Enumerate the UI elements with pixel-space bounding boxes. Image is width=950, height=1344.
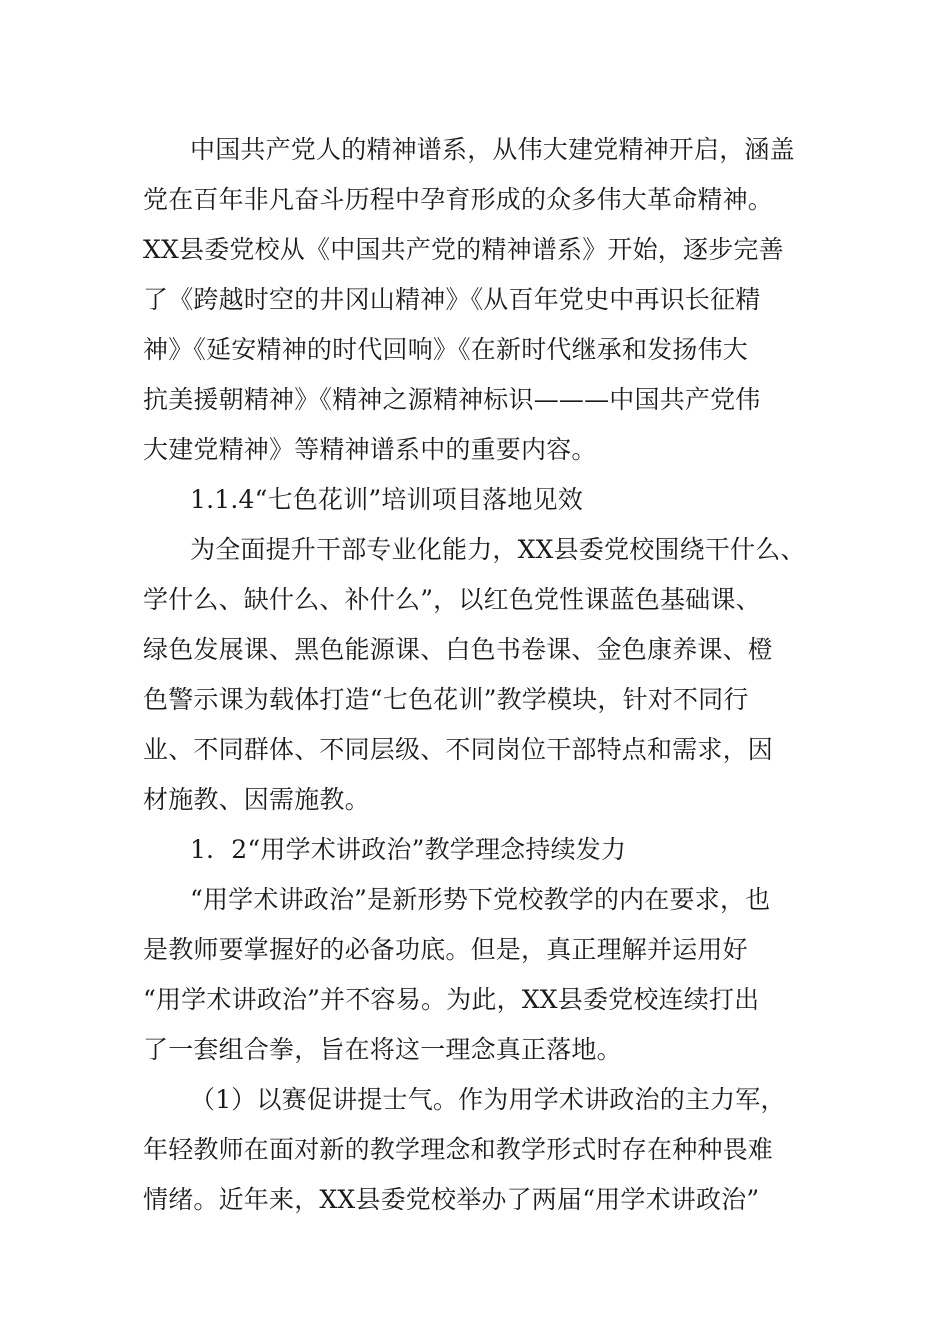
paragraph-line: 材施教、因需施教。	[143, 785, 370, 814]
paragraph-line: 业、不同群体、不同层级、不同岗位干部特点和需求，因	[143, 735, 774, 764]
paragraph-line: “用学术讲政治”是新形势下党校教学的内在要求，也	[190, 885, 771, 914]
paragraph-line: 情绪。近年来，XX县委党校举办了两届“用学术讲政治”	[143, 1185, 760, 1214]
paragraph-line: 色警示课为载体打造“七色花训”教学模块，针对不同行	[143, 685, 749, 714]
paragraph-line: 了《跨越时空的井冈山精神》《从百年党史中再识长征精	[143, 285, 761, 314]
paragraph-line: 学什么、缺什么、补什么”，以红色党性课蓝色基础课、	[143, 585, 761, 614]
paragraph-line: 了一套组合拳，旨在将这一理念真正落地。	[143, 1035, 622, 1064]
paragraph-line: “用学术讲政治”并不容易。为此，XX县委党校连续打出	[143, 985, 760, 1014]
paragraph-line: （1）以赛促讲提士气。作为用学术讲政治的主力军，	[190, 1085, 786, 1114]
paragraph-line: 为全面提升干部专业化能力，XX县委党校围绕干什么、	[190, 535, 806, 564]
paragraph-line: 大建党精神》等精神谱系中的重要内容。	[143, 435, 597, 464]
section-heading: 1.1.4“七色花训”培训项目落地见效	[190, 485, 583, 514]
paragraph-line: 抗美援朝精神》《精神之源精神标识———中国共产党伟	[143, 385, 761, 414]
paragraph-line: XX县委党校从《中国共产党的精神谱系》开始，逐步完善	[143, 235, 784, 264]
paragraph-line: 神》《延安精神的时代回响》《在新时代继承和发扬伟大	[143, 335, 749, 364]
paragraph-line: 中国共产党人的精神谱系，从伟大建党精神开启，涵盖	[190, 135, 795, 164]
paragraph-line: 是教师要掌握好的必备功底。但是，真正理解并运用好	[143, 935, 748, 964]
section-heading: 1．2“用学术讲政治”教学理念持续发力	[190, 835, 627, 864]
paragraph-line: 年轻教师在面对新的教学理念和教学形式时存在种种畏难	[143, 1135, 774, 1164]
paragraph-line: 党在百年非凡奋斗历程中孕育形成的众多伟大革命精神。	[143, 185, 774, 214]
paragraph-line: 绿色发展课、黑色能源课、白色书卷课、金色康养课、橙	[143, 635, 774, 664]
